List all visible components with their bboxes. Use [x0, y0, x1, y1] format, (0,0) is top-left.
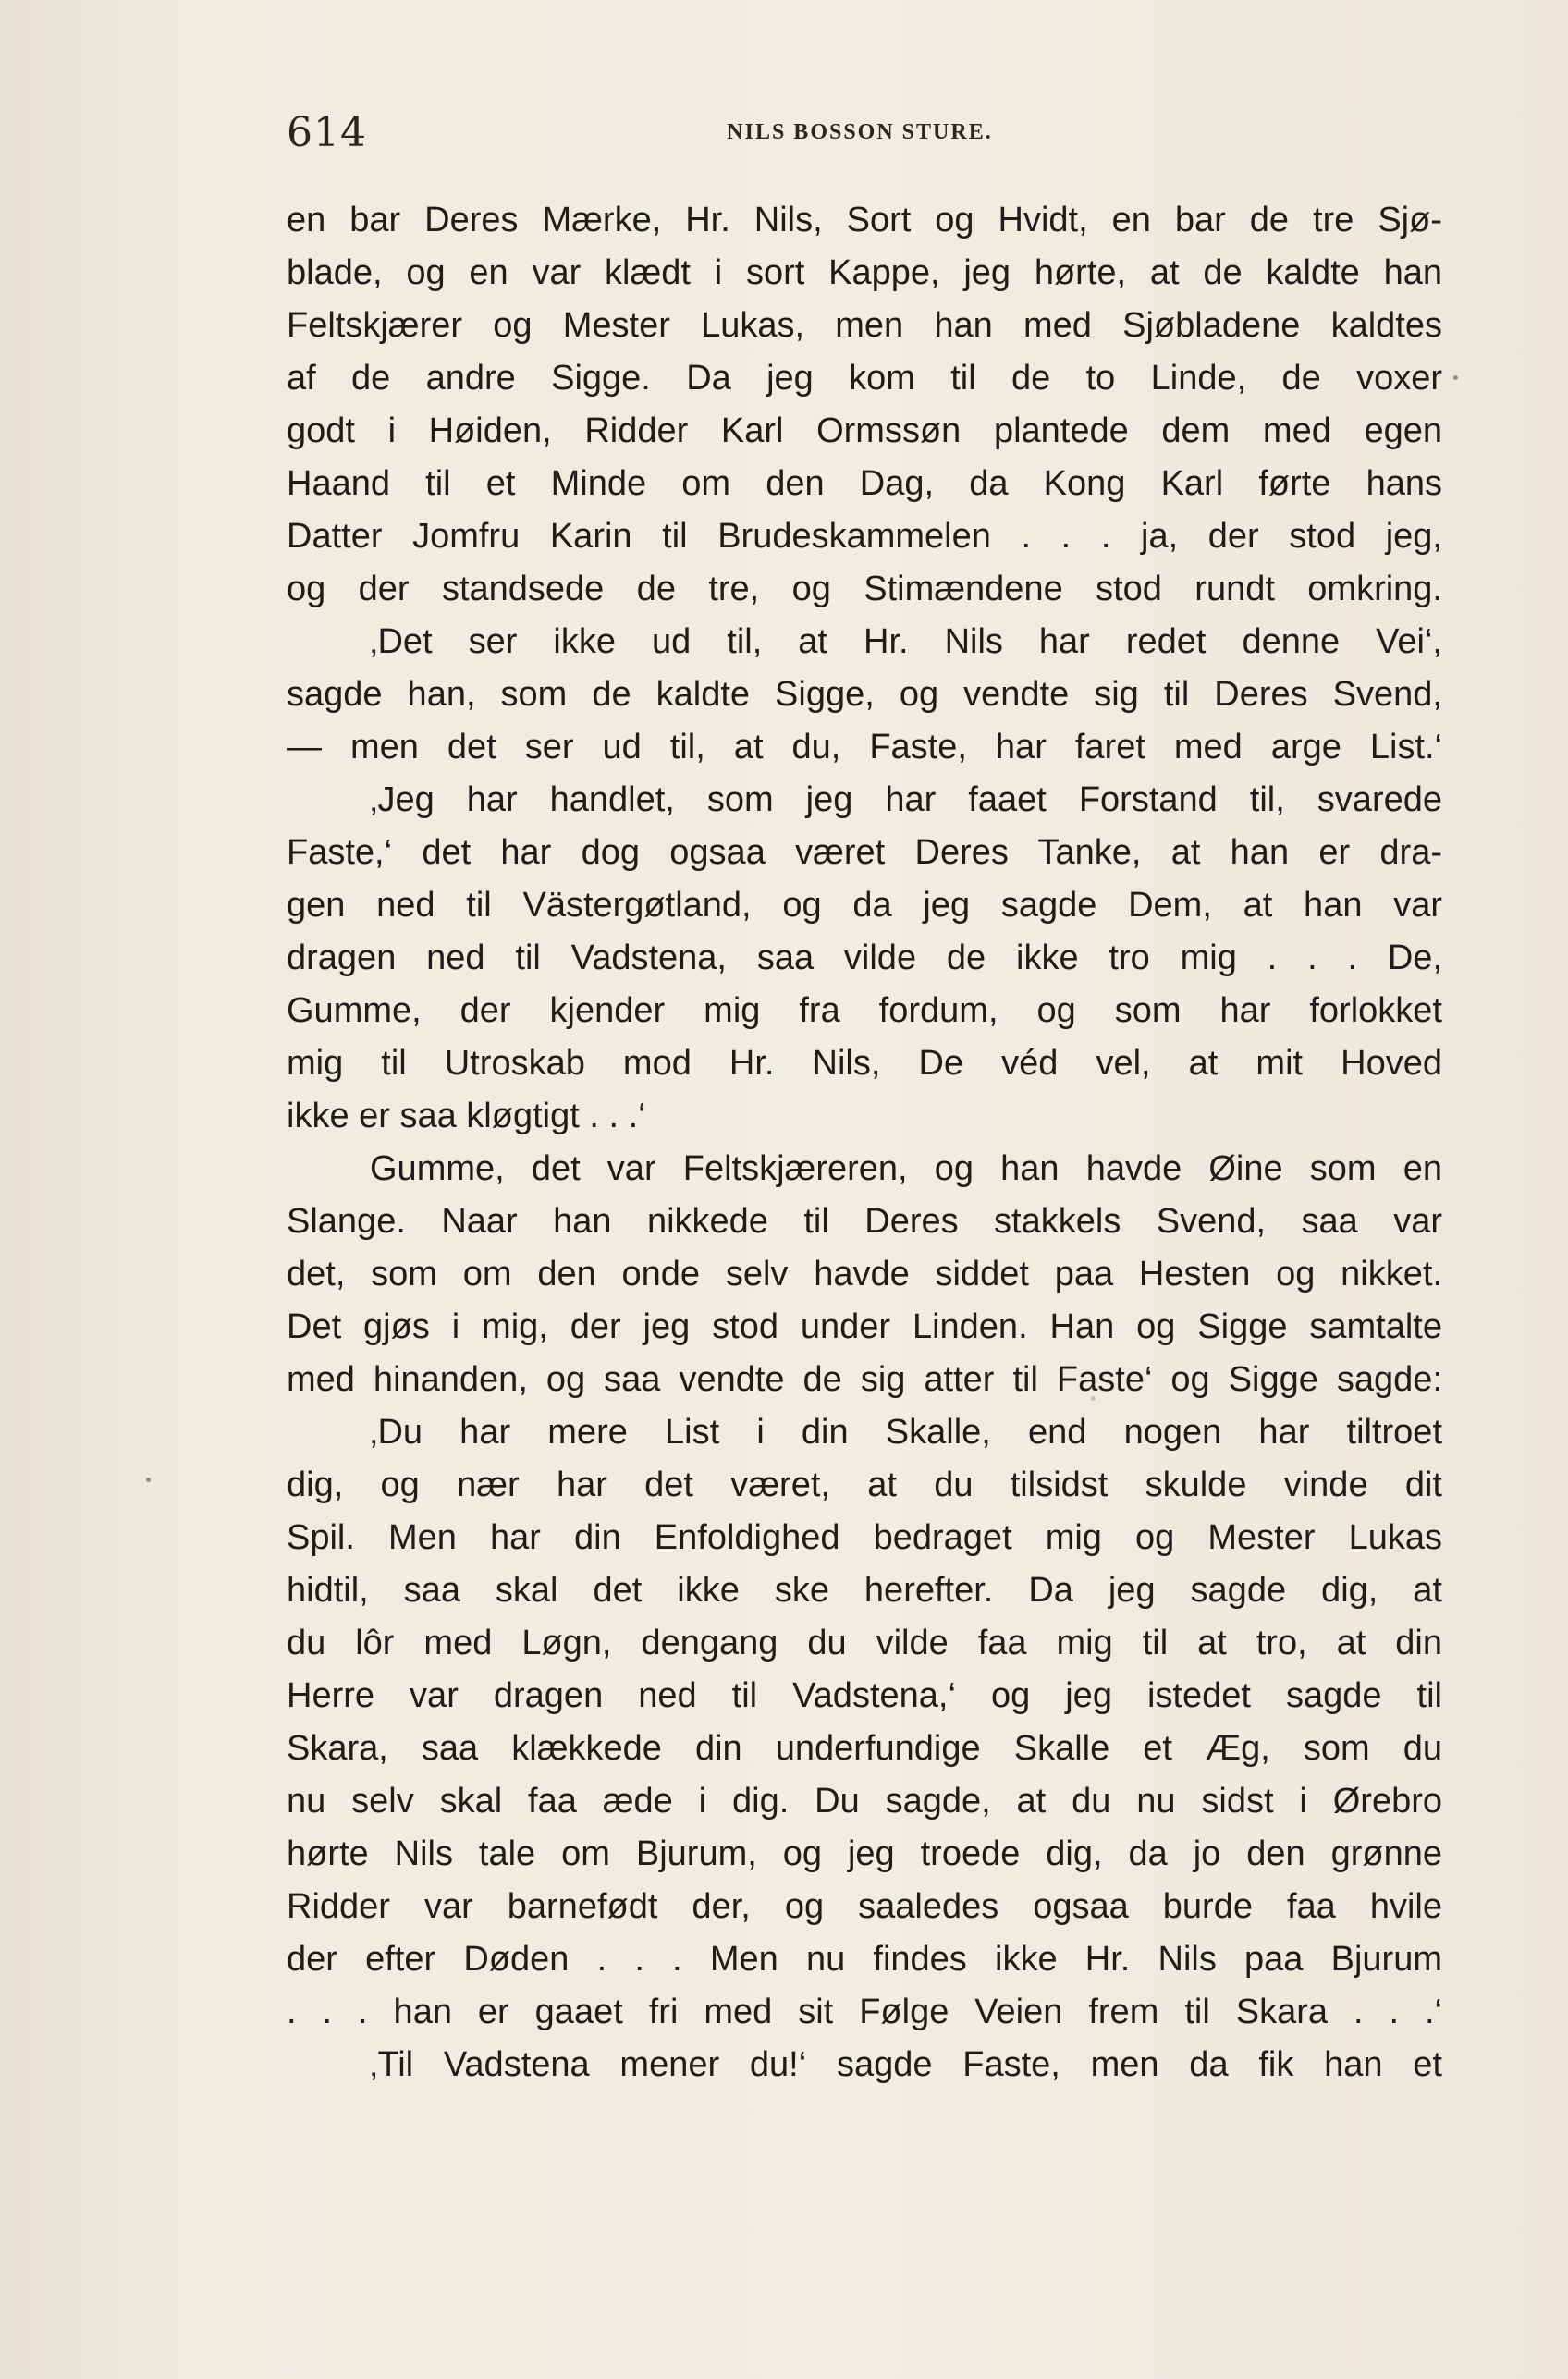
- text-line: du lôr med Løgn, dengang du vilde faa mig til at tro, at din: [287, 1624, 1442, 1662]
- text-line: Gumme, det var Feltskjæreren, og han havde Øine som en: [370, 1149, 1442, 1188]
- text-line: ikke er saa kløgtigt . . .‘: [287, 1097, 646, 1135]
- running-head: [287, 109, 1433, 165]
- running-title: NILS BOSSON STURE.: [727, 120, 993, 144]
- text-line: der efter Døden . . . Men nu findes ikke Hr. Nils paa Bjurum: [287, 1940, 1442, 1979]
- text-line: Haand til et Minde om den Dag, da Kong Karl førte hans: [287, 464, 1442, 503]
- text-line: Ridder var barnefødt der, og saaledes ogsaa burde faa hvile: [287, 1887, 1442, 1926]
- paper-speck: [1091, 1396, 1096, 1401]
- text-line: — men det ser ud til, at du, Faste, har faret med arge List.‘: [287, 728, 1442, 766]
- paper-speck: [146, 1478, 151, 1482]
- text-line: ‚Du har mere List i din Skalle, end nogen har tiltroet: [370, 1413, 1442, 1452]
- text-line: en bar Deres Mærke, Hr. Nils, Sort og Hvidt, en bar de tre Sjø-: [287, 201, 1442, 239]
- text-line: Slange. Naar han nikkede til Deres stakkels Svend, saa var: [287, 1202, 1442, 1241]
- text-line: godt i Høiden, Ridder Karl Ormssøn plantede dem med egen: [287, 411, 1442, 450]
- text-line: sagde han, som de kaldte Sigge, og vendte sig til Deres Svend,: [287, 675, 1442, 714]
- text-line: ‚Jeg har handlet, som jeg har faaet Forstand til, svarede: [370, 780, 1442, 819]
- paper-speck: [1453, 375, 1458, 380]
- text-line: hidtil, saa skal det ikke ske herefter. Da jeg sagde dig, at: [287, 1571, 1442, 1610]
- text-line: Faste,‘ det har dog ogsaa været Deres Tanke, at han er dra-: [287, 833, 1442, 872]
- text-line: med hinanden, og saa vendte de sig atter til Faste‘ og Sigge sagde:: [287, 1360, 1442, 1399]
- text-line: . . . han er gaaet fri med sit Følge Veien frem til Skara . . .‘: [287, 1993, 1442, 2031]
- text-line: af de andre Sigge. Da jeg kom til de to Linde, de voxer: [287, 359, 1442, 398]
- text-line: Feltskjærer og Mester Lukas, men han med Sjøbladene kaldtes: [287, 306, 1442, 345]
- text-line: blade, og en var klædt i sort Kappe, jeg hørte, at de kaldte han: [287, 253, 1442, 292]
- text-line: ‚Til Vadstena mener du!‘ sagde Faste, men da fik han et: [370, 2045, 1442, 2084]
- text-line: dragen ned til Vadstena, saa vilde de ikke tro mig . . . De,: [287, 938, 1442, 977]
- text-line: det, som om den onde selv havde siddet paa Hesten og nikket.: [287, 1255, 1442, 1294]
- text-line: hørte Nils tale om Bjurum, og jeg troede dig, da jo den grønne: [287, 1834, 1442, 1873]
- body-text: [287, 194, 1442, 2091]
- text-line: Spil. Men har din Enfoldighed bedraget mig og Mester Lukas: [287, 1518, 1442, 1557]
- text-line: Det gjøs i mig, der jeg stod under Linden. Han og Sigge samtalte: [287, 1307, 1442, 1346]
- text-line: Herre var dragen ned til Vadstena,‘ og jeg istedet sagde til: [287, 1676, 1442, 1715]
- text-line: mig til Utroskab mod Hr. Nils, De véd vel, at mit Hoved: [287, 1044, 1442, 1083]
- text-line: Gumme, der kjender mig fra fordum, og som har forlokket: [287, 991, 1442, 1030]
- text-line: nu selv skal faa æde i dig. Du sagde, at du nu sidst i Ørebro: [287, 1782, 1442, 1821]
- text-line: dig, og nær har det været, at du tilsidst skulde vinde dit: [287, 1465, 1442, 1504]
- text-line: ‚Det ser ikke ud til, at Hr. Nils har redet denne Vei‘,: [370, 622, 1442, 661]
- page-number: 614: [287, 109, 367, 156]
- text-line: Datter Jomfru Karin til Brudeskammelen . . . ja, der stod jeg,: [287, 517, 1442, 556]
- text-line: Skara, saa klækkede din underfundige Skalle et Æg, som du: [287, 1729, 1442, 1768]
- text-line: og der standsede de tre, og Stimændene stod rundt omkring.: [287, 570, 1442, 608]
- text-line: gen ned til Västergøtland, og da jeg sagde Dem, at han var: [287, 886, 1442, 925]
